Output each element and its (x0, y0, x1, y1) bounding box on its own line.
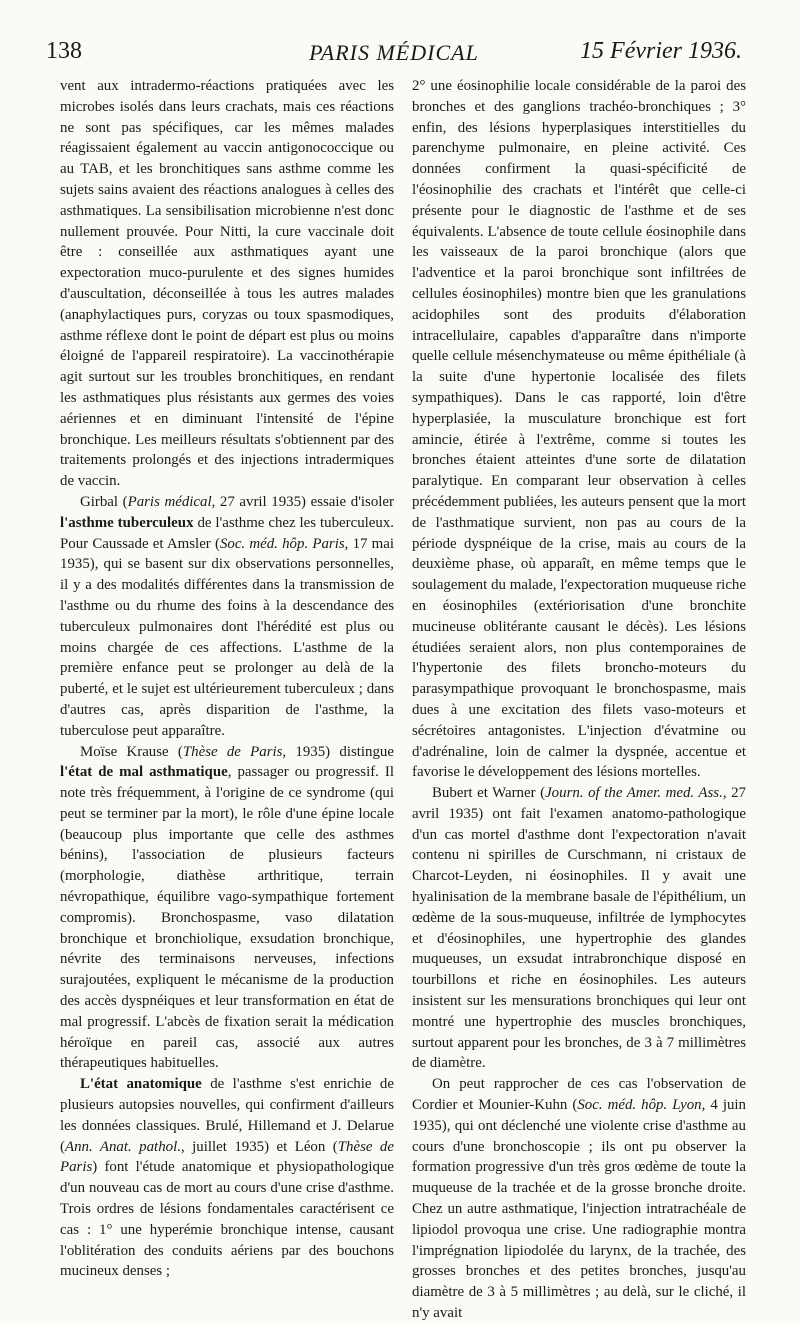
paragraph-girbal (60, 492, 394, 742)
page-number: 138 (46, 38, 82, 64)
citation-source: Journ. of the Amer. med. Ass. (545, 785, 723, 802)
right-column (412, 76, 746, 1324)
text-run: Bubert et Warner ( (432, 785, 546, 802)
citation-source: Thèse de Paris (182, 743, 283, 760)
text-run: On peut rapprocher de ces cas l'observation de Cordier et Mounier-Kuhn ( (412, 1076, 746, 1114)
citation-source: Thèse de Paris (60, 1138, 394, 1176)
citation-source: Ann. Anat. pathol. (64, 1138, 181, 1155)
text-run: , 1935) distingue (282, 743, 394, 760)
text-run: , 17 mai 1935), qui se basent sur dix observations personnelles, il y a des modalités différentes dans la transmission de l'asthme ou du rhume des foins à la descendance des tuberculeux pulmonaires dont l'hérédité est plus ou moins chargée de ces affections. L'asthme de la première enfance peut se prolonger au delà de la puberté, et le sujet est ultérieurement tuberculeux ; dans d'autres cas, après disparition de l'asthme, la tuberculose peut apparaître. (60, 535, 395, 739)
left-column (60, 76, 394, 1282)
text-run: de l'asthme s'est enrichie de plusieurs autopsies nouvelles, qui confirment d'ailleurs les données classiques. Brulé, Hillemand et J. Delarue ( (60, 1076, 394, 1155)
text-run: , 4 juin 1935), qui ont déclenché une violente crise d'asthme au cours d'une bronchoscopie ; ils ont pu observer la formation progressive d'un très gros œdème de toute la muqueuse de la trachée et de la grosse bronche droite. Chez un autre asthmatique, l'injection intratrachéale de lipiodol provoqua une crise. Une radiographie montra l'imprégnation lipiodolée du larynx, de la trachée, des grosses bronches et des petites bronches, jusqu'au diamètre de 3 à 5 millimètres ; au delà, sur le cliché, il n'y avait (412, 1097, 746, 1322)
text-run: , 27 avril 1935) essaie d'isoler (211, 493, 394, 510)
text-run: ) font l'étude anatomique et physiopathologique d'un nouveau cas de mort au cours d'une crise d'asthme. Trois ordres de lésions fondamentales caractérisent ce cas : 1° une hyperémie bronchique intense, causant l'oblitération des conduits aériens par des bouchons mucineux denses ; (60, 1159, 394, 1280)
text-run: , passager ou progressif. Il note très fréquemment, à l'origine de ce syndrome (qui peut se terminer par la mort), le rôle d'une épine locale (beaucoup plus importante que celle des asthmes bénins), l'association de plusieurs facteurs (morphologie, diathèse arthritique, terrain névropathique, équilibre vago-sympathique fortement compromis). Bronchospasme, vaso dilatation bronchique et bronchiolique, exsudation bronchique, névrite des terminaisons nerveuses, infections surajoutées, expliquent le mécanisme de la production des accès dyspnéiques et leur transformation en état de mal progressif. L'abcès de fixation serait la médication héroïque en pareil cas, associé aux autres thérapeutiques habituelles. (60, 764, 394, 1072)
bold-term: L'état anatomique (80, 1076, 202, 1093)
citation-source: Soc. méd. hôp. Paris (219, 535, 345, 552)
journal-title: PARIS MÉDICAL (309, 40, 479, 65)
paragraph-eosinophilia: 2° une éosinophilie locale considérable de la paroi des bronches et des ganglions trachéo-bronchiques ; 3° enfin, des lésions hyperplasiques interstitielles du parenchyme pulmonaire, en pleine activité. Ces données confirment la quasi-spécificité de l'éosinophilie des crachats et l'intérêt que celle-ci présente pour le diagnostic de l'asthme et de ses équivalents. L'absence de toute cellule éosinophile dans les vaisseaux de la paroi bronchique (alors que l'adventice et la paroi bronchique sont infiltrées de cellules éosinophiles) montre bien que les granulations acidophiles sont des produits d'élaboration intracellulaire, capables d'apparaître dans n'importe quelle cellule mésenchymateuse ou même épithéliale (à la suite d'une hypertonie localisée des filets sympathiques). Dans le cas rapporté, loin d'être hyperplasiée, la musculature bronchique est fort amincie, étirée à l'extrême, comme si toutes les bronches étaient atteintes d'une sorte de dilatation paralytique. En comparant leur observation à celles précédemment publiées, les auteurs pensent que la mort de l'asthmatique survient, non pas au cours de la période dyspnéique de la crise, mais au cours de la deuxième phase, où apparaît, en même temps que le soulagement du malade, l'expectoration muqueuse riche en éosinophiles (extériorisation d'une bronchite mucineuse oblitérante causant le décès). Les lésions étudiées seraient alors, non plus contemporaines de l'hypertonie des filets broncho-moteurs du parasympathique provoquant le bronchospasme, mais dues à une excitation des filets vaso-moteurs et sécrétoires antagonistes. L'injection d'évatmine ou d'adrénaline, loin de calmer la dyspnée, accentue et favorise le développement des lésions mortelles. (412, 78, 746, 781)
bold-term: l'état de mal asthmatique (60, 764, 228, 781)
citation-source: Paris médical (127, 493, 212, 510)
paragraph-cordier (412, 1074, 746, 1324)
text-run: , juillet 1935) et Léon ( (180, 1138, 338, 1155)
page-header (46, 38, 742, 72)
issue-date: 15 Février 1936. (580, 38, 742, 64)
paragraph-bubert-warner (412, 783, 746, 1074)
text-run: de l'asthme chez les tuberculeux. Pour Caussade et Amsler ( (60, 514, 394, 552)
paragraph-anatomy (60, 1074, 394, 1282)
paragraph-krause (60, 742, 394, 1075)
paragraph-vaccinotherapy: vent aux intradermo-réactions pratiquées avec les microbes isolés dans leurs crachats, mais ces réactions ne sont pas spécifiques, car les mêmes malades réagissaient également au vaccin antigonococcique ou au TAB, et les bronchitiques sans asthme comme les sujets sains avaient des réactions analogues à celles des asthmatiques. La sensibilisation microbienne n'est donc nullement prouvée. Pour Nitti, la cure vaccinale doit être : conseillée aux asthmatiques ayant une expectoration muco-purulente et des signes humides d'auscultation, déconseillée à tous les autres malades (anaphylactiques purs, coryzas ou toux spasmodiques, asthme réflexe dont le point de départ est plus ou moins éloigné de l'appareil respiratoire). La vaccinothérapie agit surtout sur les troubles bronchitiques, en rendant les asthmatiques plus résistants aux germes des voies aériennes et en diminuant l'intensité de l'épine bronchique. Les meilleurs résultats s'obtiennent par des traitements prolongés et des injections intradermiques de vaccin. (60, 78, 394, 490)
bold-term: l'asthme tuberculeux (60, 514, 194, 531)
text-run: Girbal ( (80, 493, 128, 510)
text-run: , 27 avril 1935) ont fait l'examen anatomo-pathologique d'un cas mortel d'asthme dont l'expectoration n'avait contenu ni spirilles de Curschmann, ni cristaux de Charcot-Leyden, ni éosinophiles. Il y avait une hyalinisation de la membrane basale de l'épithélium, un œdème de la sous-muqueuse, infiltrée de lymphocytes et d'éosinophiles, une hypertrophie des glandes muqueuses, un exsudat intrabronchique disposé en tourbillons et riche en éosinophiles. Les auteurs insistent sur les mensurations bronchiques qui leur ont montré une hypertrophie des muscles bronchiques, surtout apparent pour les bronches, de 3 à 7 millimètres de diamètre. (412, 785, 746, 1072)
text-run: Moïse Krause ( (80, 743, 183, 760)
citation-source: Soc. méd. hôp. Lyon (577, 1097, 702, 1114)
